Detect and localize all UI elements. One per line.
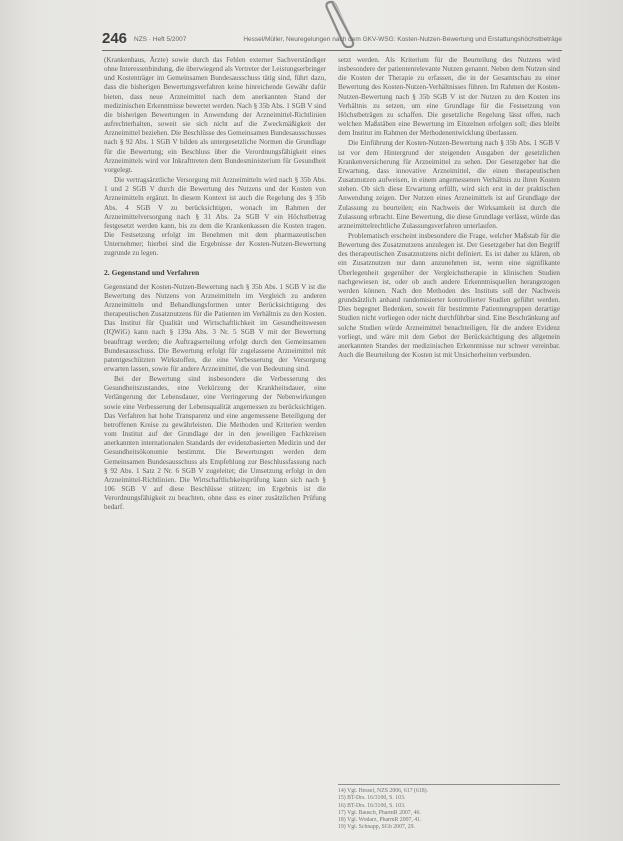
footnote: 19) Vgl. Schnapp, SGb 2007, 29. bbox=[338, 824, 416, 831]
page-number: 246 bbox=[102, 30, 128, 47]
running-header bbox=[102, 30, 562, 51]
footnote: 18) Vgl. Wodarz, PharmR 2007, 41. bbox=[338, 817, 422, 824]
paragraph: Gegenstand der Kosten-Nutzen-Bewertung nach § 35b Abs. 1 SGB V ist die Bewertung des Nutzens von Arzneimitteln im Vergleich zu anderen Arzneimitteln und Behandlungsformen unter Berücksichtigung des therapeutischen Zusatznutzens für die Patienten im Verhältnis zu den Kosten. Das Institut für Qualität und Wirtschaftlichkeit im Gesundheitswesen (IQWiG) kann nach § 139a Abs. 3 Nr. 5 SGB V mit der Bewertung beauftragt werden; die Auftragserteilung erfolgt durch den Gemeinsamen Bundesausschuss. Die Bewertung erfolgt für zugelassene Arzneimittel mit patentgeschützten Wirkstoffen, die eine Verbesserung der Versorgung erwarten lassen, sowie für andere Arzneimittel, die von Bedeutung sind. bbox=[104, 282, 326, 373]
footnote: 16) BT-Drs. 16/3100, S. 103. bbox=[338, 802, 406, 809]
paragraph: Die vertragsärztliche Versorgung mit Arzneimitteln wird nach § 35b Abs. 1 und 2 SGB V durch die Bewertung des Nutzens und der Kosten von Arzneimitteln ergänzt. In diesem Kontext ist auch die Regelung des § 35b Abs. 4 SGB V zu berücksichtigen, wonach im Rahmen der Arzneimittelversorgung nach § 31 Abs. 2a SGB V ein Höchstbetrag festgesetzt werden kann, bis zu dem die Krankenkassen die Kosten tragen. Die Festsetzung erfolgt im Benehmen mit dem pharmazeutischen Unternehmer; hierbei sind die Ergebnisse der Kosten-Nutzen-Bewertung zugrunde zu legen. bbox=[104, 176, 326, 258]
paragraph: setzt werden. Als Kriterium für die Beurteilung des Nutzens wird insbesondere der patientenrelevante Nutzen genannt. Neben dem Nutzen sind die Kosten der Therapie zu erfassen, die in der Gesamtschau zu einer Bewertung des Kosten-Nutzen-Verhältnisses führen. Im Rahmen der Kosten-Nutzen-Bewertung nach § 35b SGB V ist der Nutzen zu den Kosten ins Verhältnis zu setzen, um eine Grundlage für die Festsetzung von Höchstbeträgen zu schaffen. Die gesetzliche Regelung lässt offen, nach welchen Maßstäben eine Bewertung im Einzelnen erfolgen soll; dies bleibt dem Institut im Rahmen der Methodenentwicklung überlassen. bbox=[338, 56, 560, 138]
section-heading: 2. Gegenstand und Verfahren bbox=[104, 268, 200, 278]
article-title-header: Hessel/Müller, Neuregelungen nach dem GKV-WSG: Kosten-Nutzen-Bewertung und Erstattungshöchstbeträge bbox=[243, 36, 562, 43]
paragraph: Bei der Bewertung sind insbesondere die Verbesserung des Gesundheitszustandes, eine Verkürzung der Krankheitsdauer, eine Verlängerung der Lebensdauer, eine Verringerung der Nebenwirkungen sowie eine Verbesserung der Lebensqualität angemessen zu berücksichtigen. Das Verfahren hat hohe Transparenz und eine angemessene Beteiligung der betroffenen Kreise zu gewährleisten. Die Methoden und Kriterien werden vom Institut auf der Grundlage der in den jeweiligen Fachkreisen anerkannten internationalen Standards der evidenzbasierten Medizin und der Gesundheitsökonomie bestimmt. Die Bewertungen werden dem Gemeinsamen Bundesausschuss als Empfehlung zur Beschlussfassung nach § 92 Abs. 1 Satz 2 Nr. 6 SGB V zugeleitet; die Umsetzung erfolgt in den Arzneimittel-Richtlinien. Die Wirtschaftlichkeitsprüfung kann sich nach § 106 SGB V auf diese Beschlüsse stützen; im Ergebnis ist die Verordnungsfähigkeit zu beachten, ohne dass es einer zusätzlichen Prüfung bedarf. bbox=[104, 375, 326, 512]
left-column bbox=[104, 56, 326, 513]
footnote: 14) Vgl. Hessel, NZS 2006, 617 (618). bbox=[338, 788, 429, 794]
paragraph: Die Einführung der Kosten-Nutzen-Bewertung nach § 35b Abs. 1 SGB V ist vor dem Hintergrund der steigenden Ausgaben der gesetzlichen Krankenversicherung für Arzneimittel zu sehen. Der Gesetzgeber hat die Erwartung, dass innovative Arzneimittel, die einen therapeutischen Zusatznutzen aufweisen, in einem angemessenen Verhältnis zu ihren Kosten stehen. Ob sich diese Erwartung erfüllt, wird sich erst in der praktischen Anwendung zeigen. Der Nutzen eines Arzneimittels ist auf Grundlage der Zulassung zu beurteilen; ein Nachweis der Wirksamkeit ist durch die Zulassung erbracht. Eine Bewertung, die diese Grundlage verlässt, würde das arzneimittelrechtliche Zulassungsverfahren unterlaufen. bbox=[338, 139, 560, 230]
paragraph: Problematisch erscheint insbesondere die Frage, welcher Maßstab für die Bewertung des Zusatznutzens anzulegen ist. Der Gesetzgeber hat den Begriff des therapeutischen Zusatznutzens nicht definiert. Es ist daher zu klären, ob ein Zusatznutzen nur dann anzunehmen ist, wenn eine signifikante Überlegenheit gegenüber der Vergleichstherapie in klinischen Studien nachgewiesen ist, oder ob auch andere Erkenntnisquellen herangezogen werden können. Nach den Methoden des Instituts soll der Nachweis grundsätzlich anhand randomisierter kontrollierter Studien geführt werden. Dies begegnet Bedenken, soweit für bestimmte Patientengruppen derartige Studien nicht vorliegen oder nicht durchführbar sind. Eine Beschränkung auf solche Studien würde Arzneimittel benachteiligen, für die andere Evidenz vorliegt, und wäre mit dem Gebot der Berücksichtigung des allgemein anerkannten Standes der medizinischen Erkenntnisse nur schwer vereinbar. Auch die Beurteilung der Kosten ist mit Unsicherheiten verbunden. bbox=[338, 231, 560, 359]
right-column bbox=[338, 56, 560, 360]
journal-issue: NZS · Heft 5/2007 bbox=[134, 36, 187, 43]
footnote: 17) Vgl. Bausch, PharmR 2007, 46. bbox=[338, 809, 421, 816]
paragraph: (Krankenhaus, Ärzte) sowie durch das Fehlen externer Sachverständiger ohne Interessenbindung, die überwiegend als Vertreter der Leistungserbringer und Kostenträger im Gemeinsamen Bundesausschuss tätig sind, führt dazu, dass die bisherigen Bewertungsverfahren keine hinreichende Gewähr dafür bieten, dass neue Arzneimittel nach dem anerkannten Stand der medizinischen Erkenntnisse bewertet werden. Nach § 35b Abs. 1 SGB V sind die bisherigen Bewertungen in Anwendung der Arzneimittel-Richtlinien aufrechterhalten, soweit sie sich nicht auf die Zweckmäßigkeit der Arzneimittel beziehen. Die Beschlüsse des Gemeinsamen Bundesausschusses nach § 92 Abs. 1 SGB V bilden als untergesetzliche Normen die Grundlage für die Bewertung; ein Beschluss über die Verordnungsfähigkeit eines Arzneimittels wird vor Inkrafttreten dem Bundesministerium für Gesundheit vorgelegt. bbox=[104, 56, 326, 174]
footnote: 15) BT-Drs. 16/3100, S. 103. bbox=[338, 795, 406, 802]
footnotes bbox=[338, 784, 560, 832]
